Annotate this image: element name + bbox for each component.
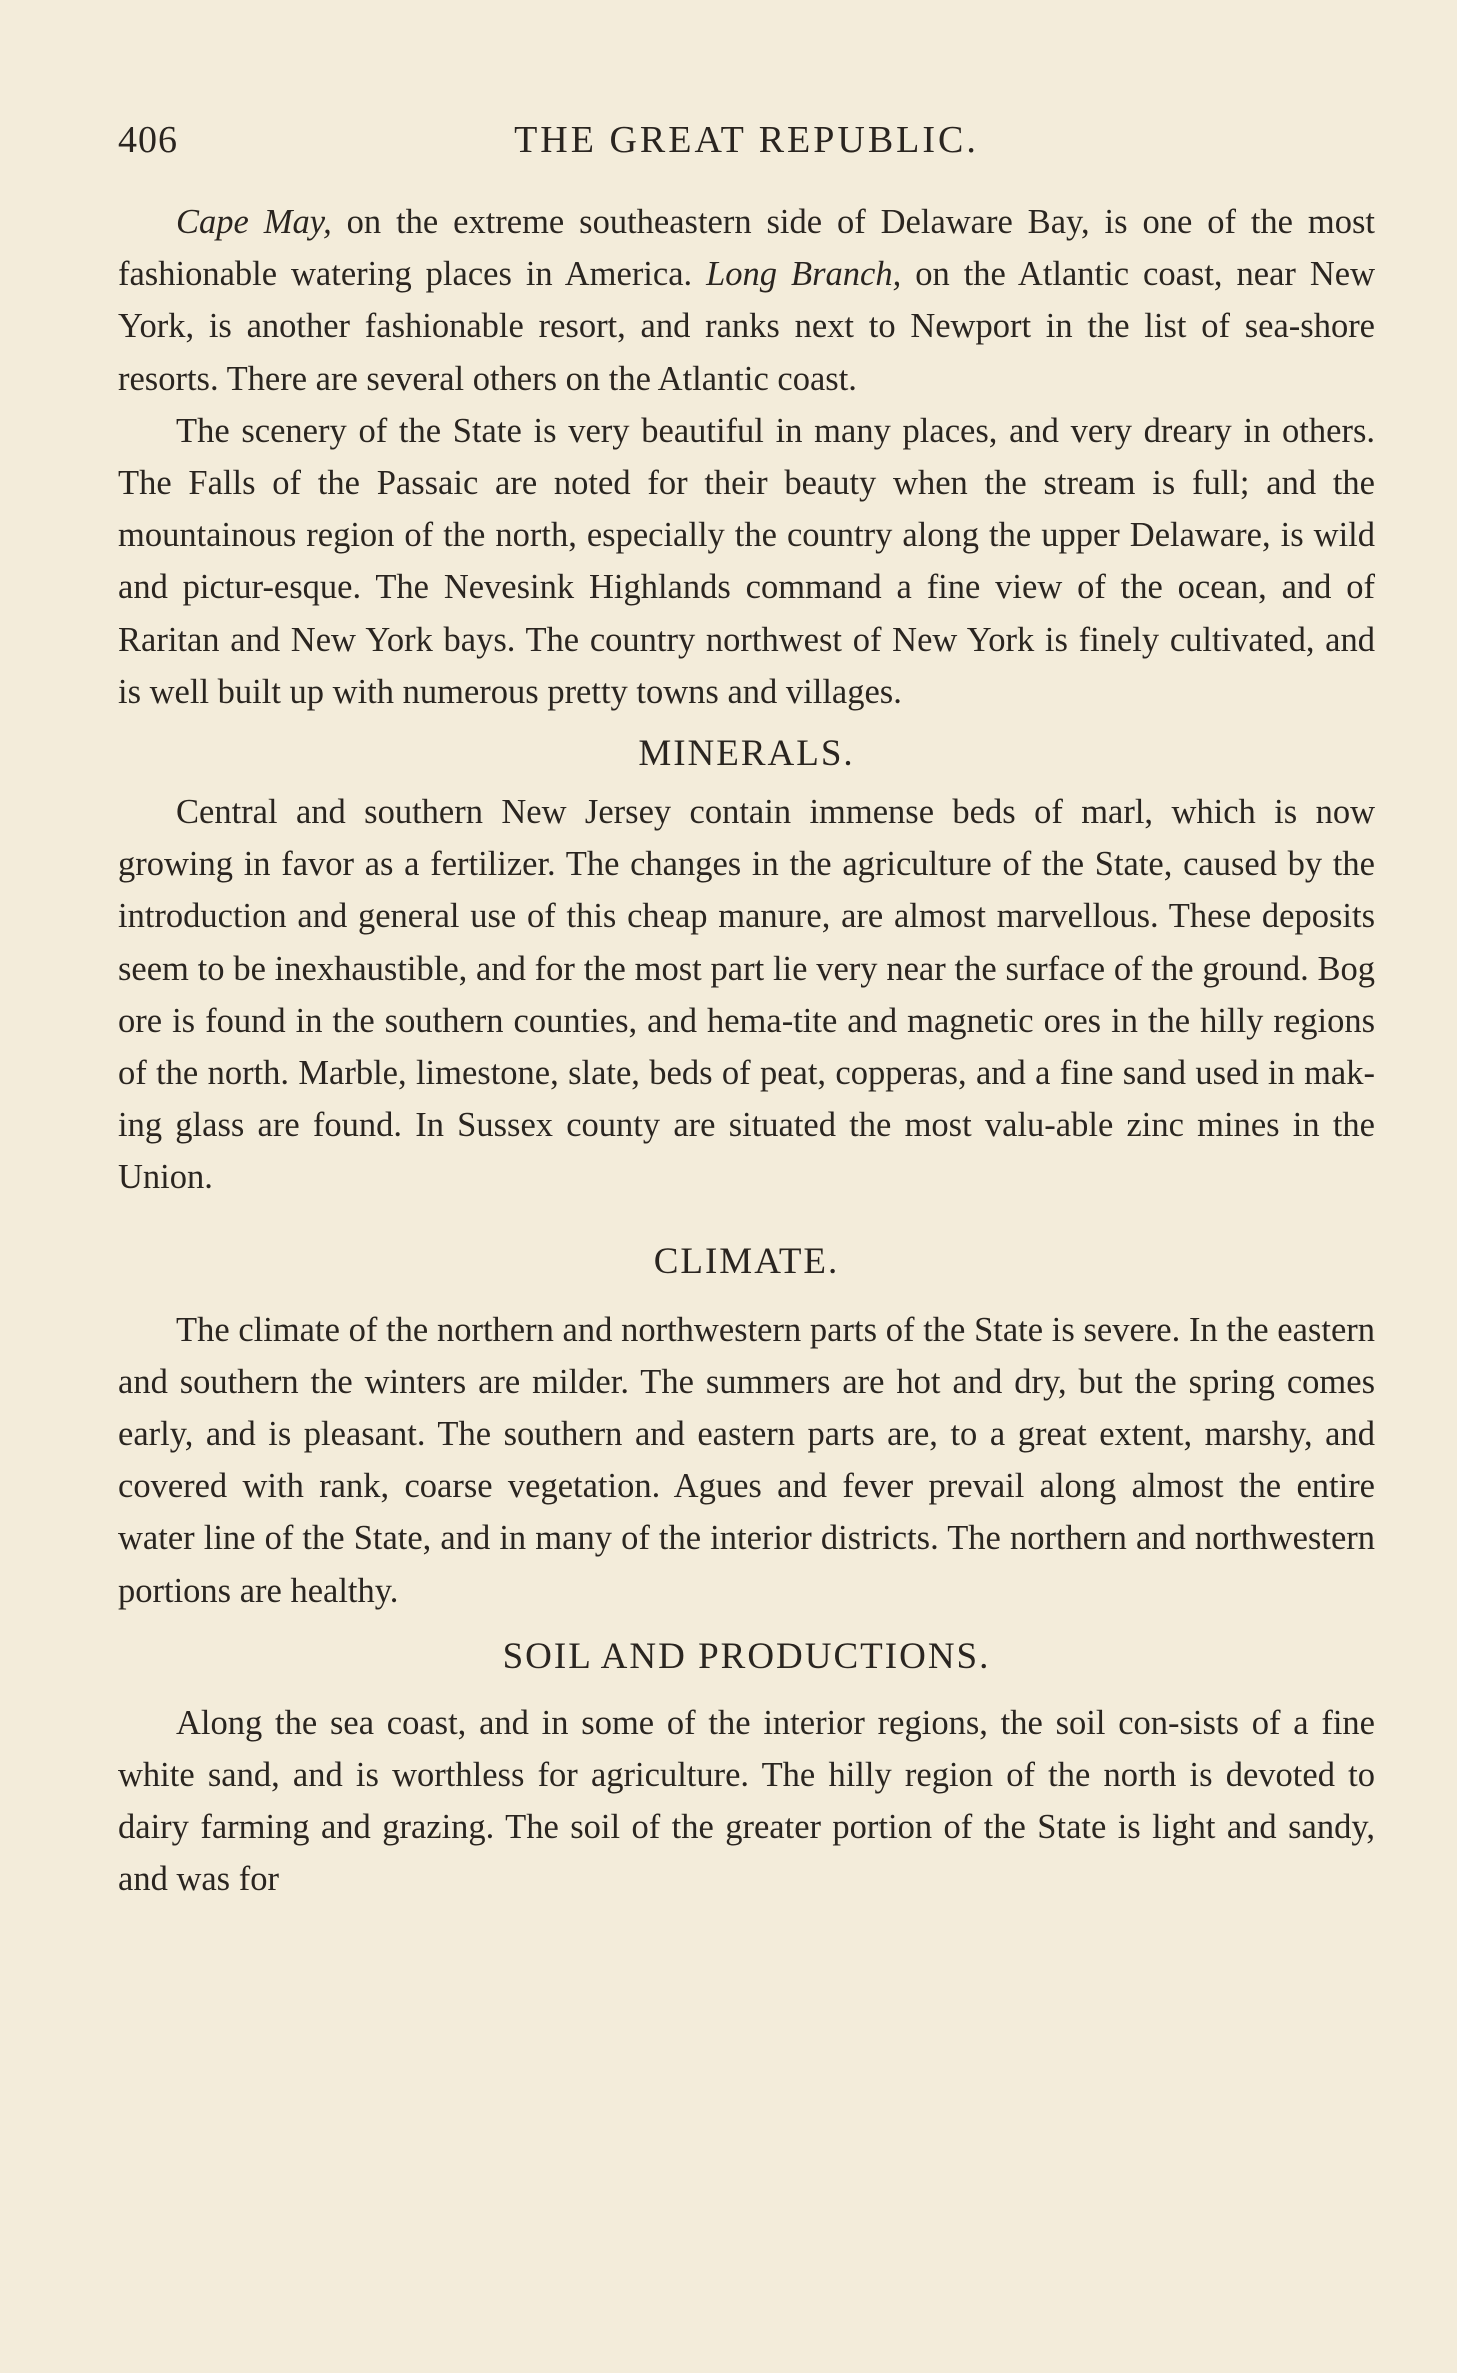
intro-paragraph-1-text-a: on the extreme southeastern side of Delaware Bay, is one of the most fashionable watering places in America. xyxy=(118,203,1375,294)
place-name-cape-may: Cape May, xyxy=(176,203,332,241)
minerals-paragraph: Central and southern New Jersey contain immense beds of marl, which is now growing in favor as a fertilizer. The changes in the agriculture of the State, caused by the introduction and general use of this cheap manure, are almost marvellous. These deposits seem to be inexhaustible, and for the most part lie very near the surface of the ground. Bog ore is found in the southern counties, and hema-tite and magnetic ores in the hilly regions of the north. Marble, limestone, slate, beds of peat, copperas, and a fine sand used in mak-ing glass are found. In Sussex county are situated the most valu-able zinc mines in the Union. xyxy=(118,793,1375,1197)
section-heading-soil: SOIL AND PRODUCTIONS. xyxy=(502,1635,991,1677)
page-number: 406 xyxy=(118,119,178,161)
intro-paragraph-1 xyxy=(118,196,1375,405)
soil-paragraph: Along the sea coast, and in some of the interior regions, the soil con-sists of a fine white sand, and is worthless for agriculture. The hilly region of the north is devoted to dairy farming and grazing. The soil of the greater portion of the State is light and sandy, and was for xyxy=(118,1703,1375,1899)
page-body xyxy=(118,196,1375,1906)
section-heading-climate: CLIMATE. xyxy=(653,1240,840,1282)
section-heading-minerals: MINERALS. xyxy=(638,733,855,775)
intro-paragraph-2: The scenery of the State is very beautiful in many places, and very dreary in others. The Falls of the Passaic are noted for their beauty when the stream is full; and the mountainous region of the north, especially the country along the upper Delaware, is wild and pictur-esque. The Nevesink Highlands command a fine view of the ocean, and of Raritan and New York bays. The country northwest of New York is finely cultivated, and is well built up with numerous pretty towns and villages. xyxy=(118,411,1375,711)
page-header xyxy=(118,118,1375,168)
place-name-long-branch: Long Branch, xyxy=(706,255,902,294)
intro-paragraph-1-text-b: on the Atlantic coast, near New York, is another fashionable resort, and ranks next to Newport in the list of sea-shore resorts. There are several others on the Atlantic coast. xyxy=(118,255,1375,398)
running-title: THE GREAT REPUBLIC. xyxy=(514,119,979,161)
climate-paragraph: The climate of the northern and northwestern parts of the State is severe. In the eastern and southern the winters are milder. The summers are hot and dry, but the spring comes early, and is pleasant. The southern and eastern parts are, to a great extent, marshy, and covered with rank, coarse vegetation. Agues and fever prevail along almost the entire water line of the State, and in many of the interior districts. The northern and northwestern portions are healthy. xyxy=(118,1310,1375,1610)
